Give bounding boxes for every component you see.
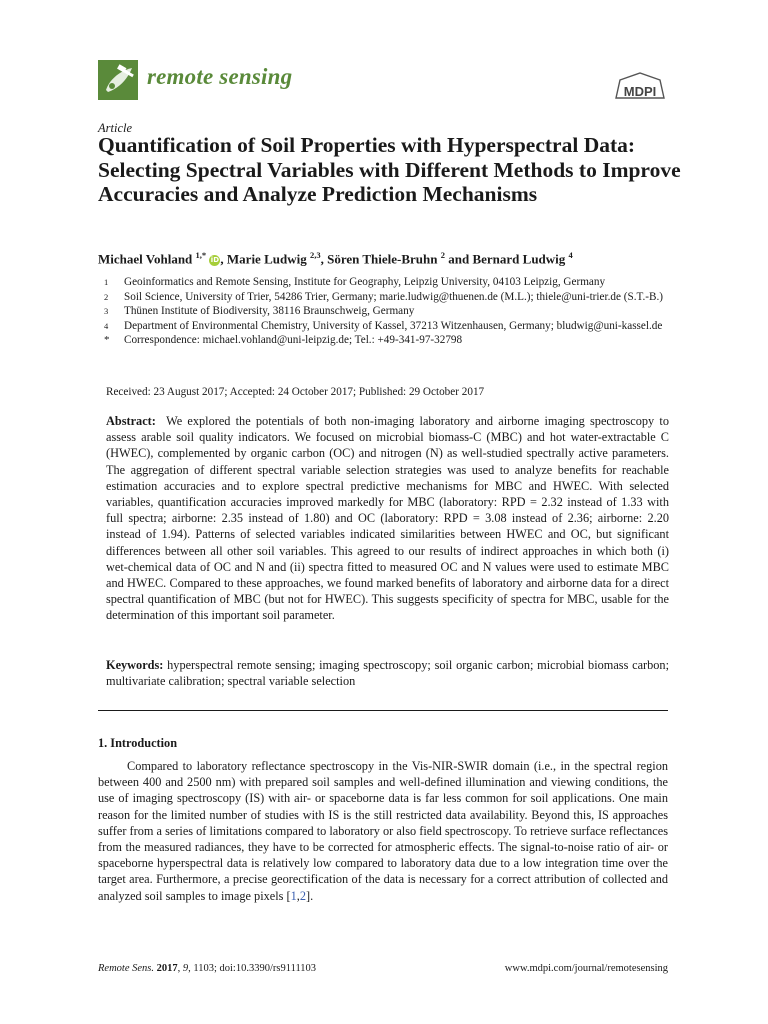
correspondence-text: Correspondence: michael.vohland@uni-leipzig.de; Tel.: +49-341-97-32798 <box>124 334 463 347</box>
journal-logo-icon <box>98 60 138 100</box>
author-name[interactable]: Marie Ludwig <box>226 251 307 267</box>
footer-year: 2017 <box>156 963 178 974</box>
citation-bracket: ]. <box>306 888 314 903</box>
author-list: Michael Vohland $^{1,*}$ iD, Marie Ludwig $^{2,3}$, Sören Thiele-Bruhn $^2$ and Bernard Ludwig $^4$ <box>98 250 573 267</box>
keywords-label: Keywords: <box>106 658 164 672</box>
footer-citation: Remote Sens. 2017, 9, 1103; doi:10.3390/rs9111103 <box>98 963 317 974</box>
author-name[interactable]: Bernard Ludwig <box>472 251 566 267</box>
affiliation-number: 4 <box>104 320 109 331</box>
publication-dates: Received: 23 August 2017; Accepted: 24 October 2017; Published: 29 October 2017 <box>106 386 485 398</box>
correspondence-item <box>104 333 684 348</box>
author-affil-sup: 2 <box>440 250 445 260</box>
article-type: Article <box>98 121 133 135</box>
author-name[interactable]: Michael Vohland <box>98 251 193 267</box>
section-divider <box>98 710 668 711</box>
keywords <box>106 657 669 689</box>
abstract <box>106 413 669 624</box>
article-title: Quantification of Soil Properties with Hyperspectral Data: Selecting Spectral Variables with Different Methods to Improve Accuracies and Analyze Prediction Mechanisms <box>98 133 681 206</box>
affiliation-text: Geoinformatics and Remote Sensing, Institute for Geography, Leipzig University, 04103 Leipzig, Germany <box>124 276 606 288</box>
affiliation-list <box>104 275 684 348</box>
citation-link[interactable]: 1 <box>290 888 297 903</box>
abstract-label: Abstract: <box>106 414 156 428</box>
affiliation-number: 2 <box>104 291 109 302</box>
affiliation-item <box>104 290 684 305</box>
affiliation-number: 3 <box>104 306 109 317</box>
citation-bracket: [ <box>286 888 291 903</box>
author-name[interactable]: Sören Thiele-Bruhn <box>327 251 438 267</box>
author-affil-sup: 1,* <box>195 250 207 260</box>
introduction-paragraph <box>98 758 668 904</box>
author-affil-sup: 2,3 <box>309 250 321 260</box>
keywords-text: hyperspectral remote sensing; imaging spectroscopy; soil organic carbon; microbial biomass carbon; multivariate calibration; spectral variable selection <box>106 658 669 689</box>
affiliation-text: Department of Environmental Chemistry, University of Kassel, 37213 Witzenhausen, Germany; bludwig@uni-kassel.de <box>124 319 663 332</box>
mdpi-logo-icon <box>612 70 668 104</box>
introduction-text: Compared to laboratory reflectance spectroscopy in the Vis-NIR-SWIR domain (i.e., in the spectral region between 400 and 2500 nm) with prepared soil samples and well-defined illumination and viewing conditions, the use of imaging spectroscopy (IS) with air- or spaceborne data is far less common for soil applications. One main reason for the limited number of studies with IS is the still restricted data availability. Beyond this, IS approaches suffer from a series of limitations compared to laboratory or also field spectroscopy. To retrieve surface reflectances from the measured radiances, they have to be corrected for atmospheric effects. The signal-to-noise ratio of air- or spaceborne hyperspectral data is relatively low compared to laboratory data due to a low integration time over the target area. Furthermore, a precise georectification of the data is necessary for a correct attribution of collected and analyzed soil samples to image pixels <box>98 759 668 903</box>
journal-name: remote sensing <box>147 64 293 89</box>
affiliation-number: * <box>104 334 110 347</box>
author-affil-sup: 4 <box>568 250 573 260</box>
affiliation-item <box>104 319 684 334</box>
citation-separator: , <box>296 888 300 903</box>
affiliation-text: Soil Science, University of Trier, 54286 Trier, Germany; marie.ludwig@thuenen.de (M.L.); thiele@uni-trier.de (S.T.-B.) <box>124 290 664 303</box>
section-heading: 1. Introduction <box>98 736 178 750</box>
orcid-icon[interactable]: iD <box>210 256 220 265</box>
footer-journal: Remote Sens. <box>98 963 154 974</box>
affiliation-number: 1 <box>104 277 109 287</box>
citation-link[interactable]: 2 <box>299 888 307 903</box>
footer-doi[interactable]: , 1103; doi:10.3390/rs9111103 <box>188 963 317 974</box>
footer-url[interactable]: www.mdpi.com/journal/remotesensing <box>504 963 668 974</box>
affiliation-item <box>104 304 684 319</box>
affiliation-text: Thünen Institute of Biodiversity, 38116 Braunschweig, Germany <box>124 305 415 318</box>
abstract-text: We explored the potentials of both non-imaging laboratory and airborne imaging spectroscopy to assess arable soil quality indicators. We focused on microbial biomass-C (MBC) and hot water-extractable C (HWEC), complemented by organic carbon (OC) and nitrogen (N) as well-studied spectrally active parameters. The aggregation of different spectral variable selection strategies was used to analyze benefits for reachable estimation accuracies and to explore spectral predictive mechanisms for MBC and HWEC. With selected variables, quantification accuracies improved markedly for MBC (laboratory: RPD = 2.32 instead of 1.33 with full spectra; airborne: 2.35 instead of 1.80) and OC (laboratory: RPD = 3.08 instead of 2.36; airborne: 2.20 instead of 1.94). Patterns of selected variables indicated similarities between HWEC and OC, but significant differences between all other soil variables. This agreed to our results of indirect approaches in which both (i) wet-chemical data of OC and N and (ii) spectra fitted to measured OC and N values were used to estimate MBC and HWEC. Compared to these approaches, we found marked benefits of laboratory and airborne data for a direct spectral quantification of MBC (but not for HWEC). This suggests specificity of spectra for MBC, usable for the determination of this important soil parameter. <box>106 414 669 623</box>
affiliation-item <box>104 275 684 290</box>
footer-volume: 9 <box>182 963 189 974</box>
publisher-name: MDPI <box>623 84 657 99</box>
